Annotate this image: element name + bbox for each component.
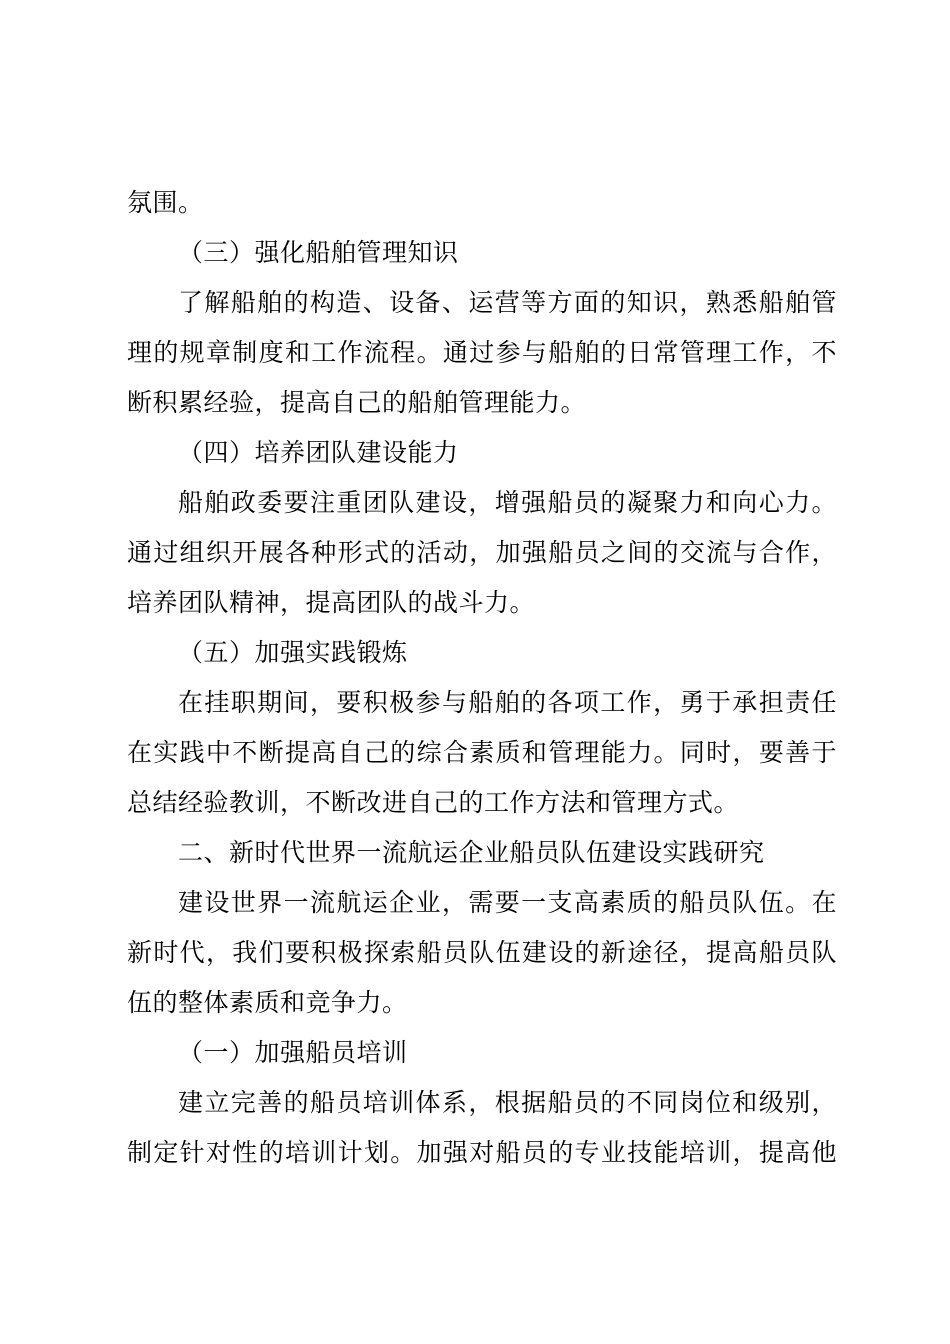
text-line: 船舶政委要注重团队建设，增强船员的凝聚力和向心力。 (178, 488, 837, 517)
section-heading: （四）培养团队建设能力 (178, 438, 459, 467)
text-line: 理的规章制度和工作流程。通过参与船舶的日常管理工作，不 (127, 338, 837, 367)
text-line: 新时代，我们要积极探索船员队伍建设的新途径，提高船员队 (127, 938, 837, 967)
text-line: 通过组织开展各种形式的活动，加强船员之间的交流与合作， (127, 538, 837, 567)
section-heading: （三）强化船舶管理知识 (178, 238, 459, 267)
text-line: 在挂职期间，要积极参与船舶的各项工作，勇于承担责任 (178, 688, 837, 717)
text-line: 了解船舶的构造、设备、运营等方面的知识，熟悉船舶管 (178, 288, 837, 317)
text-line: 在实践中不断提高自己的综合素质和管理能力。同时，要善于 (127, 738, 837, 767)
text-line: 建立完善的船员培训体系，根据船员的不同岗位和级别， (178, 1088, 837, 1117)
text-line: 断积累经验，提高自己的船舶管理能力。 (127, 388, 587, 417)
text-line: 总结经验教训，不断改进自己的工作方法和管理方式。 (127, 788, 740, 817)
text-line: 培养团队精神，提高团队的战斗力。 (127, 588, 536, 617)
section-heading: （一）加强船员培训 (178, 1038, 408, 1067)
text-line: 制定针对性的培训计划。加强对船员的专业技能培训，提高他 (127, 1138, 837, 1167)
text-line: 建设世界一流航运企业，需要一支高素质的船员队伍。在 (178, 888, 837, 917)
document-page (127, 178, 837, 1178)
text-line: 伍的整体素质和竞争力。 (127, 988, 408, 1017)
section-heading: （五）加强实践锻炼 (178, 638, 408, 667)
chapter-heading: 二、新时代世界一流航运企业船员队伍建设实践研究 (178, 838, 765, 867)
text-line: 氛围。 (127, 188, 204, 217)
